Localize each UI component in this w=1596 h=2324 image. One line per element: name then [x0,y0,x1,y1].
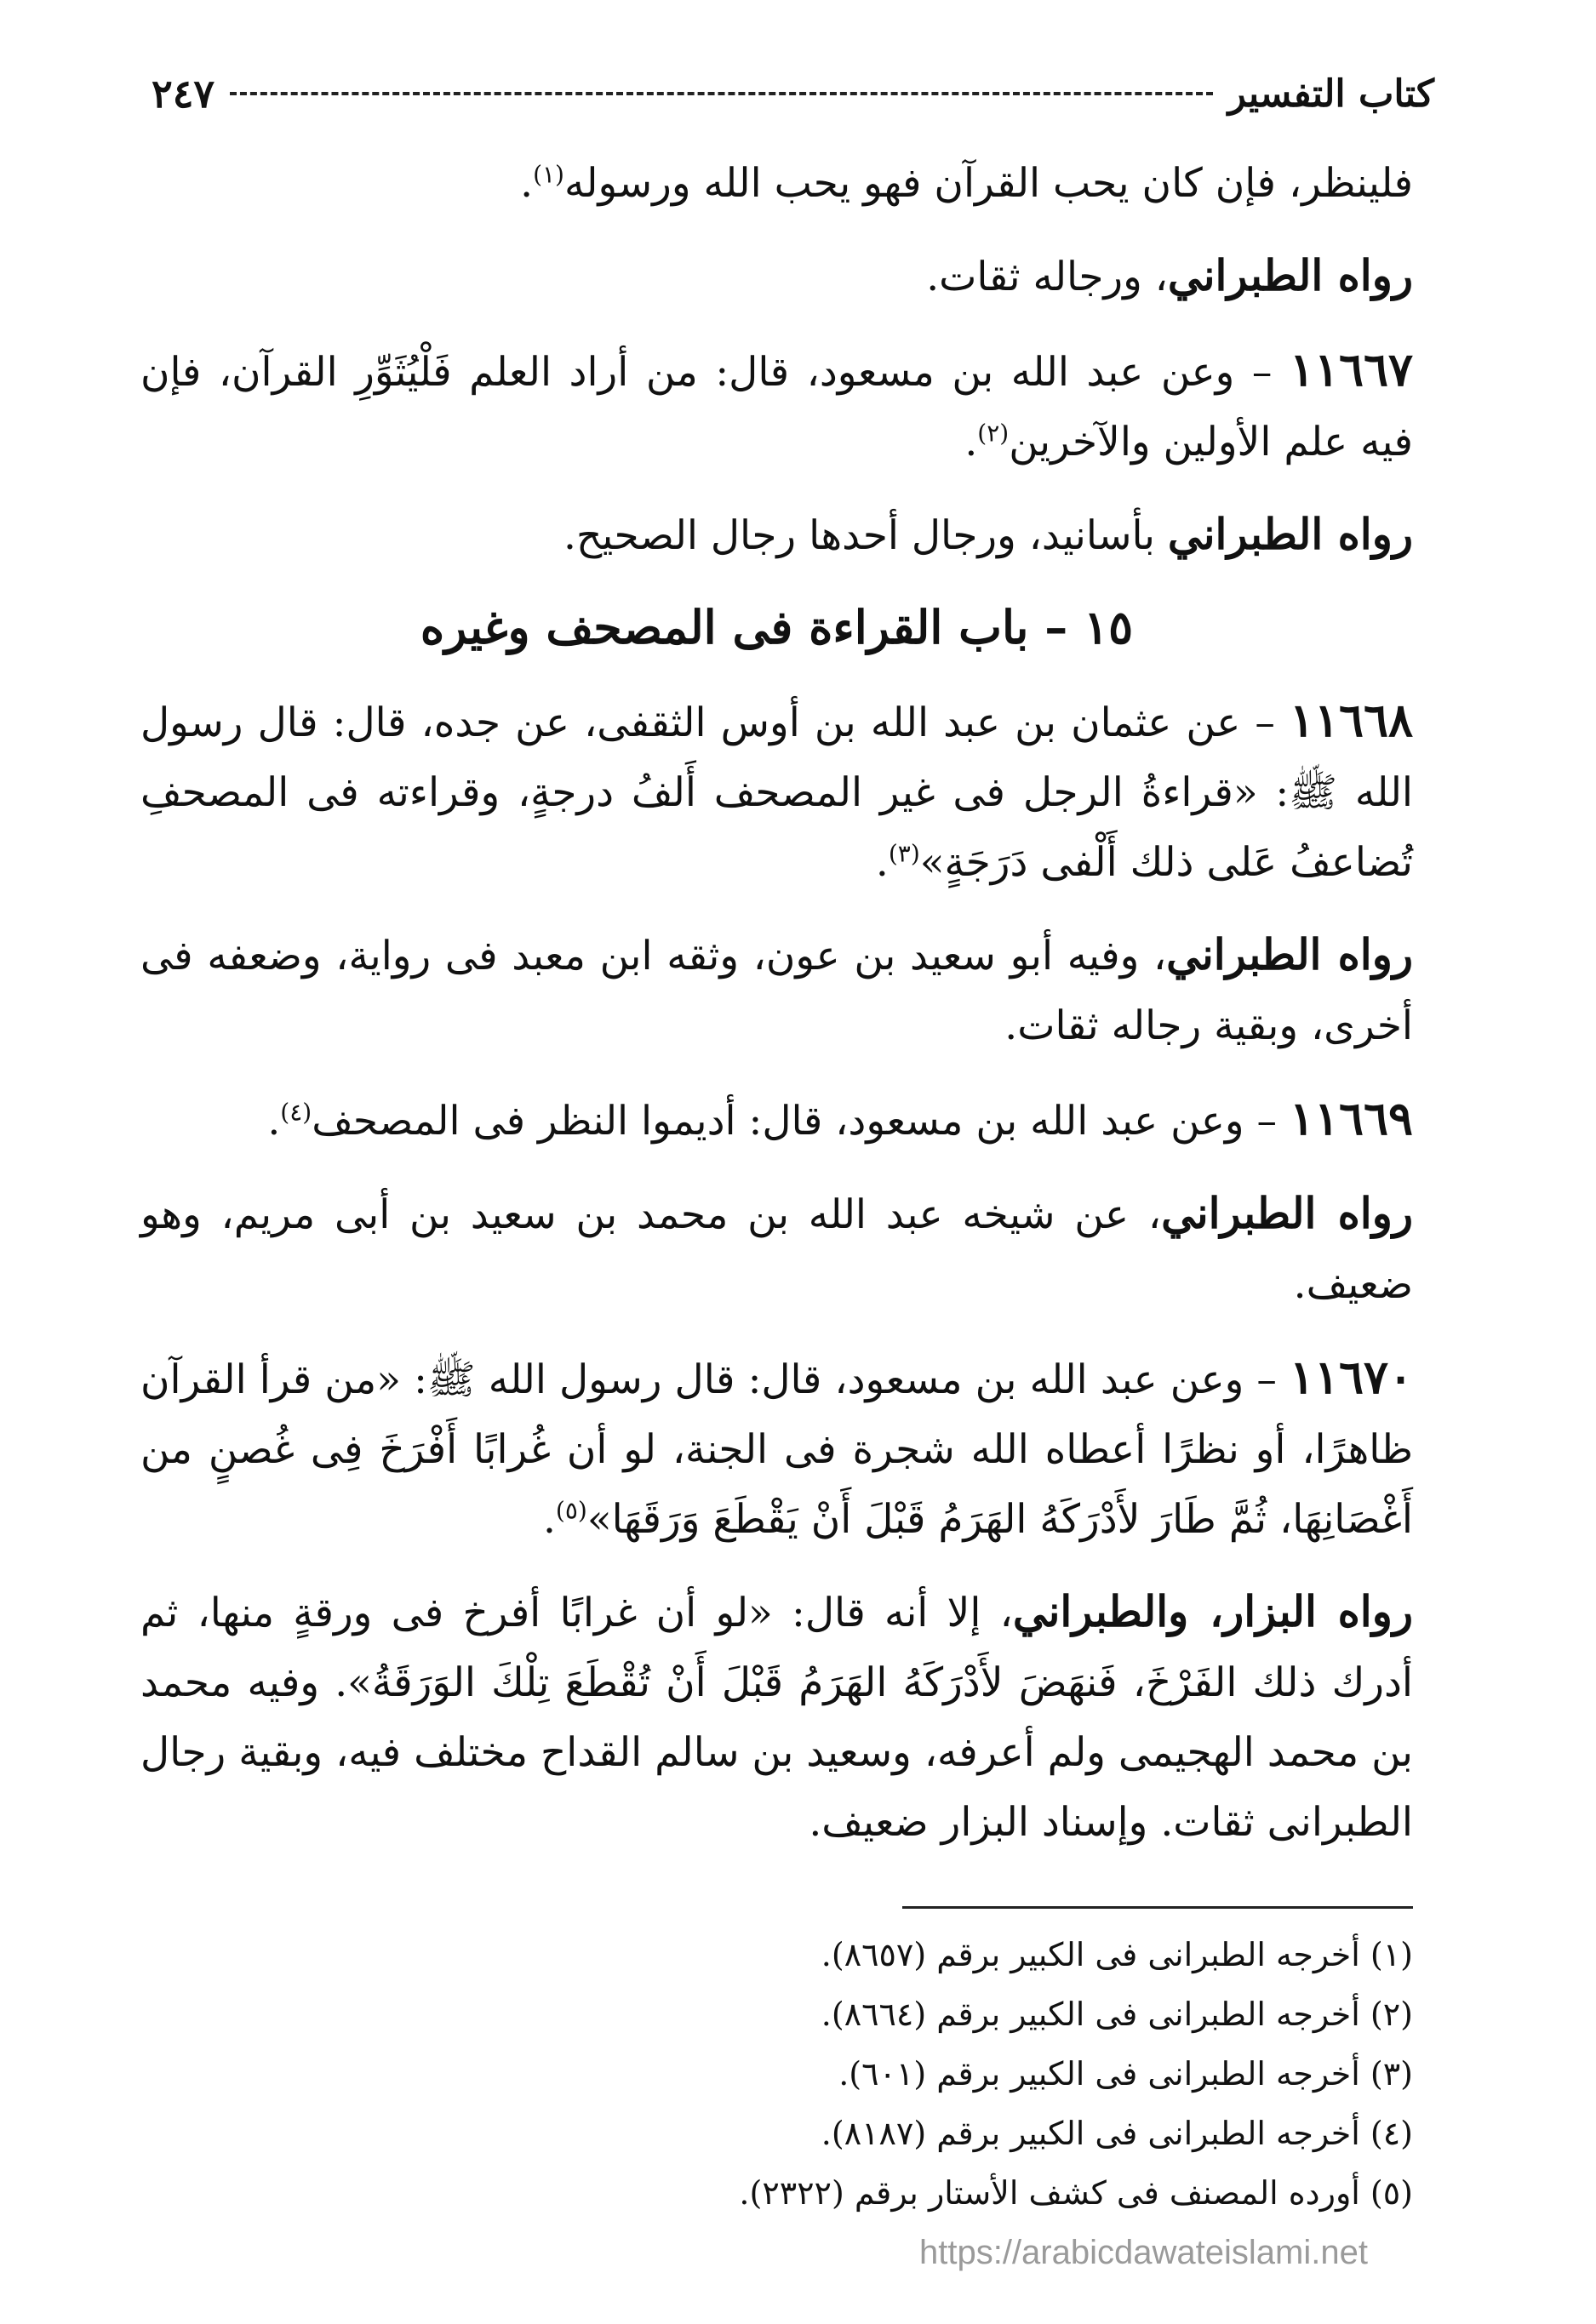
source-label: رواه الطبراني [1166,929,1413,979]
paragraph: رواه الطبراني، وفيه أبو سعيد بن عون، وثقه ابن معبد فى رواية، وضعفه فى أخرى، وبقية رجاله ثقات. [140,929,1413,1049]
footnote-ref: (٥) [555,1496,587,1525]
hadith-number: ١١٦٦٩ [1289,1091,1413,1145]
paragraph: رواه الطبراني، عن شيخه عبد الله بن محمد بن سعيد بن أبى مريم، وهو ضعيف. [140,1188,1413,1308]
footnote-divider [902,1906,1413,1909]
hadith-11668: ١١٦٦٨ – عن عثمان بن عبد الله بن أوس الثقفى، عن جده، قال: قال رسول الله ﷺ: «قراءةُ الرجل فى غير المصحف أَلفُ درجةٍ، وقراءته فى المصحفِ تُضاعفُ عَلى ذلك أَلْفى دَرَجَةٍ»$^{(٣)}$. [140,693,1413,886]
footnote-ref: (٣) [888,839,920,868]
hadith-number: ١١٦٦٨ [1289,693,1413,747]
footnotes [511,1925,1413,2223]
footnote: (١) أخرجه الطبرانى فى الكبير برقم (٨٦٥٧). [821,1936,1413,1973]
paragraph: رواه الطبراني بأسانيد، ورجال أحدها رجال الصحيح. [563,509,1413,559]
hadith-11667: ١١٦٦٧ – وعن عبد الله بن مسعود، قال: من أراد العلم فَلْيُثَوِّرِ القرآن، فإن فيه علم الأولين والآخرين$^{(٢)}$. [140,342,1413,465]
source-label: رواه البزار، والطبراني [1012,1586,1413,1636]
footnote-ref: (٤) [280,1098,312,1127]
hadith-number: ١١٦٧٠ [1289,1350,1413,1404]
footnote-ref: (٢) [977,419,1010,448]
footnote: (٤) أخرجه الطبرانى فى الكبير برقم (٨١٨٧). [821,2115,1413,2152]
section-title: ١٥ – باب القراءة فى المصحف وغيره [420,600,1134,654]
source-label: رواه الطبراني [1167,509,1413,559]
footnote: (٥) أورده المصنف فى كشف الأستار برقم (٢٣٢٢). [739,2174,1413,2212]
page-number: ٢٤٧ [152,71,215,117]
source-label: رواه الطبراني [1167,250,1413,300]
paragraph: فلينظر، فإن كان يحب القرآن فهو يحب الله ورسوله$^{(١)}$. [520,160,1413,207]
hadith-11669: ١١٦٦٩ – وعن عبد الله بن مسعود، قال: أديموا النظر فى المصحف$^{(٤)}$. [267,1091,1413,1145]
paragraph: رواه البزار، والطبراني، إلا أنه قال: «لو أن غرابًا أفرخ فى ورقةٍ منها، ثم أدرك ذلك الفَرْخَ، فَنهَضَ لأَدْرَكَهُ الهَرَمُ قَبْلَ أَنْ تُقْطَعَ تِلْكَ الوَرَقَةُ». وفيه محمد بن محمد الهجيمى ولم أعرفه، وسعيد بن سالم القداح مختلف فيه، وبقية رجال الطبرانى ثقات. وإسناد البزار ضعيف. [140,1586,1413,1846]
running-header [152,60,1434,128]
hadith-11670: ١١٦٧٠ – وعن عبد الله بن مسعود، قال: قال رسول الله ﷺ: «من قرأ القرآن ظاهرًا، أو نظرًا أعطاه الله شجرة فى الجنة، لو أن غُرابًا أَفْرَخَ فِى غُصنٍ من أَغْصَانِهَا، ثُمَّ طَارَ لأَدْرَكَهُ الهَرَمُ قَبْلَ أَنْ يَقْطَعَ وَرَقَهَا»$^{(٥)}$. [140,1350,1413,1543]
watermark-url: https://arabicdawateislami.net [919,2234,1368,2271]
footnote: (٣) أخرجه الطبرانى فى الكبير برقم (٦٠١). [838,2055,1413,2093]
hadith-number: ١١٦٦٧ [1289,342,1413,397]
paragraph: رواه الطبراني، ورجاله ثقات. [926,250,1413,300]
footnote: (٢) أخرجه الطبرانى فى الكبير برقم (٨٦٦٤). [821,1996,1413,2033]
header-dashed-rule [230,92,1213,95]
source-label: رواه الطبراني [1161,1188,1413,1238]
footnote-ref: (١) [533,160,564,189]
book-title: كتاب التفسير [1227,71,1434,116]
main-text [140,149,1413,1880]
